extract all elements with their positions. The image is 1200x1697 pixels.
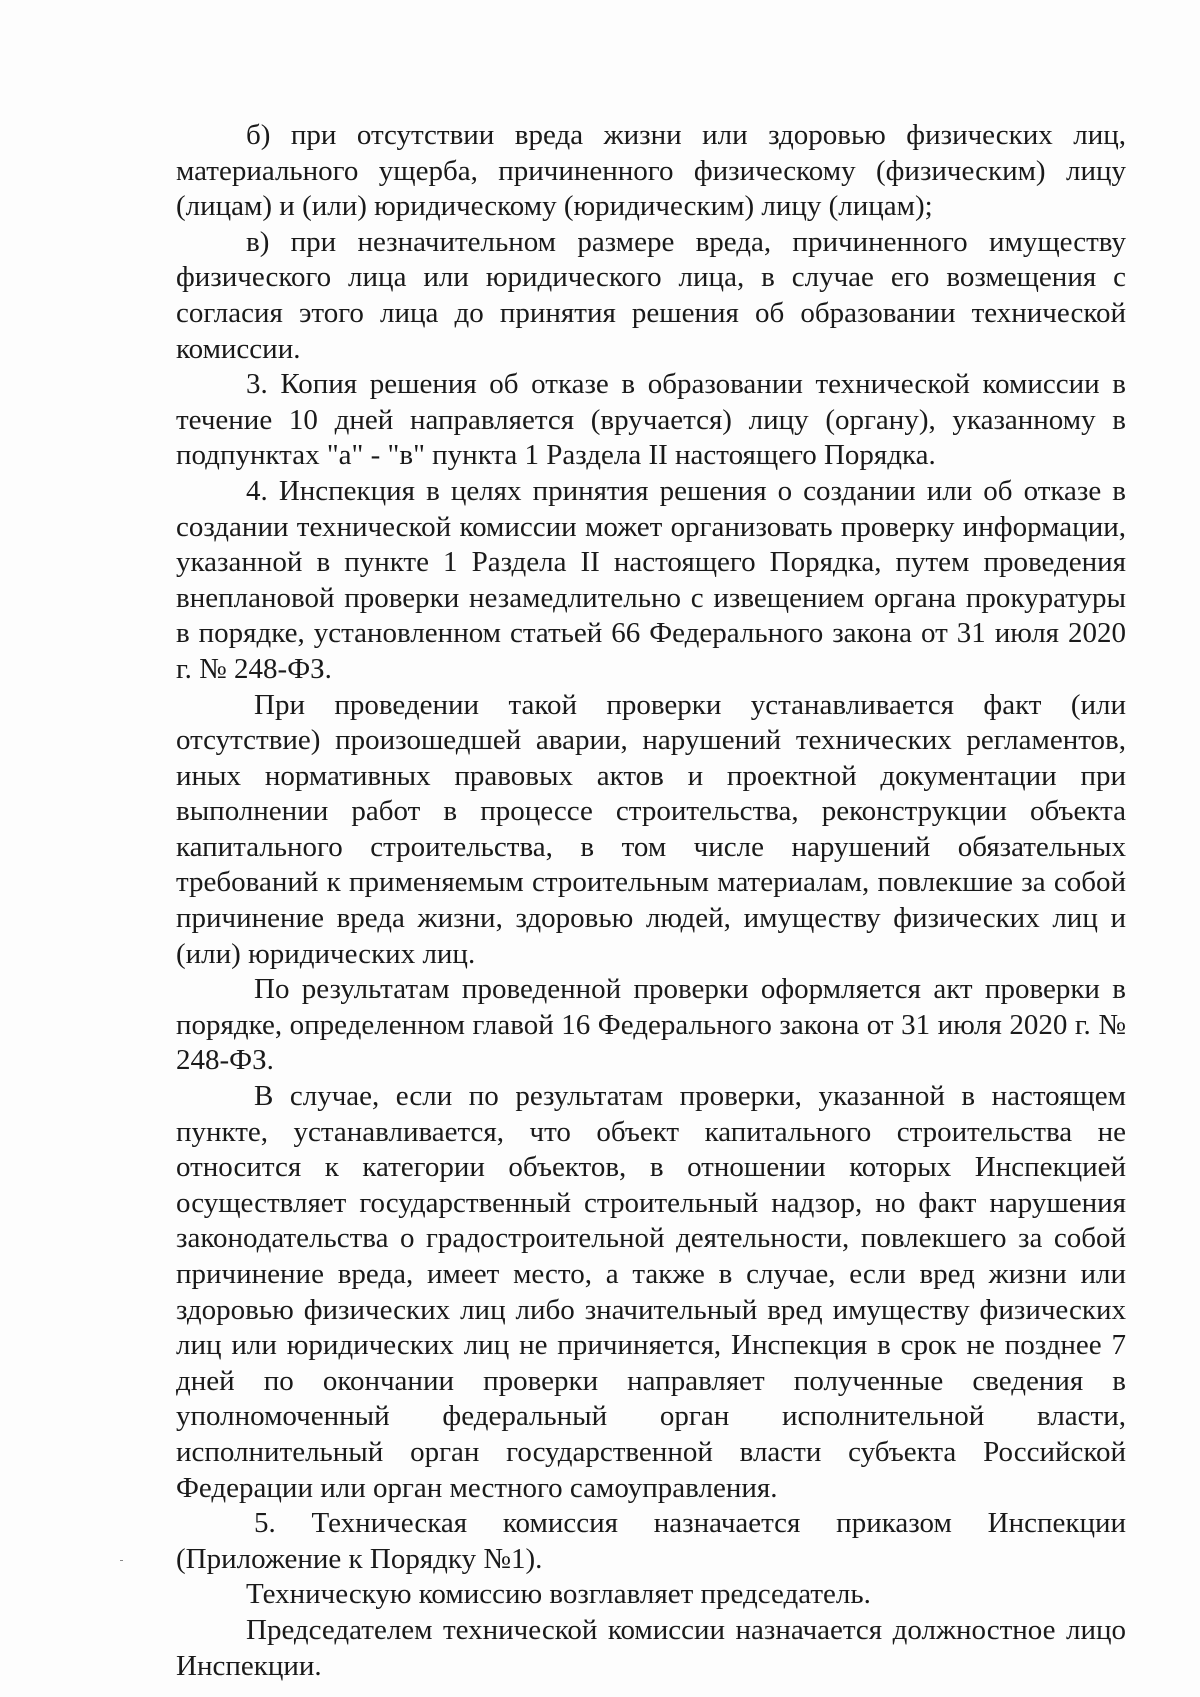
paragraph-item-v: в) при незначительном размере вреда, причиненного имуществу физического лица или юридического лица, в случае его возмещения с согласия этого лица до принятия решения об образовании технической комиссии. [176,225,1126,365]
paragraph-point-3: 3. Копия решения об отказе в образовании технической комиссии в течение 10 дней направляется (вручается) лицу (органу), указанному в подпунктах "а" - "в" пункта 1 Раздела II настоящего Порядка. [176,368,1126,472]
paragraph-point-4: 4. Инспекция в целях принятия решения о создании или об отказе в создании технической комиссии может организовать проверку информации, указанной в пункте 1 Раздела II настоящего Порядка, путем проведения внеплановой проверки незамедлительно с извещением органа прокуратуры в порядке, установленном статьей 66 Федерального закона от 31 июля 2020 г. № 248-ФЗ. [176,474,1126,685]
document-body [176,118,1126,1684]
paragraph-case-notification: В случае, если по результатам проверки, указанной в настоящем пункте, устанавливается, что объект капитального строительства не относится к категории объектов, в отношении которых Инспекцией осуществляет государственный строительный надзор, но факт нарушения законодательства о градостроительной деятельности, повлекшего за собой причинение вреда, имеет место, а также в случае, если вред жизни или здоровью физических лиц либо значительный вред имуществу физических лиц или юридических лиц не причиняется, Инспекция в срок не позднее 7 дней по окончании проверки направляет полученные сведения в уполномоченный федеральный орган исполнительной власти, исполнительный орган государственной власти субъекта Российской Федерации или орган местного самоуправления. [176,1080,1126,1504]
paragraph-chairman-appointment: Председателем технической комиссии назначается должностное лицо Инспекции. [176,1613,1126,1682]
paragraph-inspection-act: По результатам проведенной проверки оформляется акт проверки в порядке, определенном главой 16 Федерального закона от 31 июля 2020 г. № 248-ФЗ. [176,973,1126,1077]
paragraph-point-5: 5. Техническая комиссия назначается приказом Инспекции (Приложение к Порядку №1). [176,1507,1126,1575]
paragraph-item-b: б) при отсутствии вреда жизни или здоровью физических лиц, материального ущерба, причиненного физическому (физическим) лицу (лицам) и (или) юридическому (юридическим) лицу (лицам); [176,119,1126,223]
scan-speck [120,1560,123,1561]
paragraph-chairman: Техническую комиссию возглавляет председатель. [246,1578,871,1611]
paragraph-inspection-fact: При проведении такой проверки устанавливается факт (или отсутствие) произошедшей аварии, нарушений технических регламентов, иных нормативных правовых актов и проектной документации при выполнении работ в процессе строительства, реконструкции объекта капитального строительства, в том числе нарушений обязательных требований к применяемым строительным материалам, повлекшие за собой причинение вреда жизни, здоровью людей, имуществу физических лиц и (или) юридических лиц. [176,688,1126,970]
